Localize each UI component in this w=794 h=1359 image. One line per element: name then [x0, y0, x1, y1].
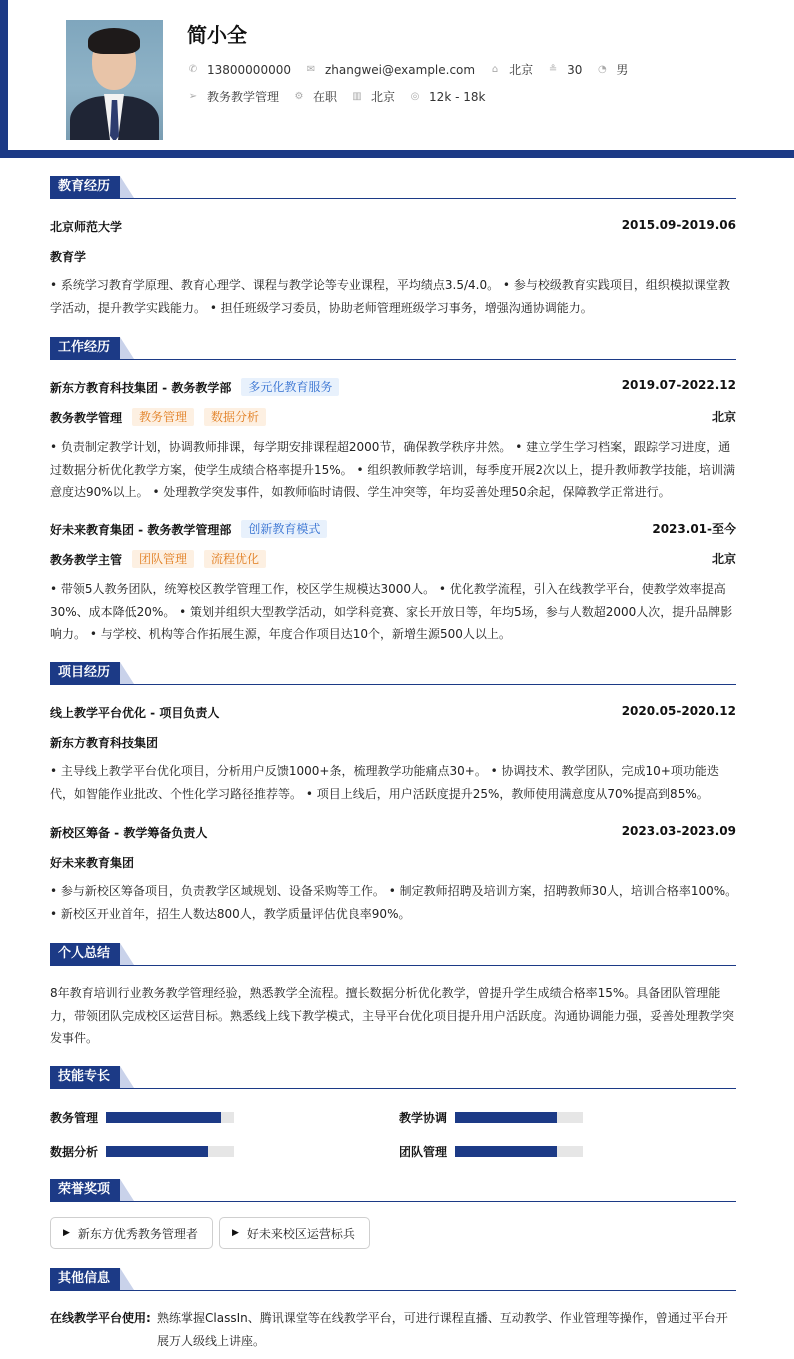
gender-text: 男	[616, 63, 629, 77]
skill-name: 教务管理	[50, 1111, 99, 1125]
work-description: • 带领5人教务团队，统筹校区教学管理工作，校区学生规模达3000人。 • 优化教学流程，引入在线教学平台，使教学效率提高30%、成本降低20%。 • 策划并组织大型教学活动，如学科竞赛、家长开放日等，年均5场，参与人数超2000人次，提升品牌影响力。 • 与学校、机构等合作拓展生源，年度合作项目达10个，新增生源500人以上。	[50, 582, 733, 641]
skill-name: 数据分析	[50, 1145, 99, 1159]
honor-badge	[219, 1217, 370, 1249]
honor-text: 新东方优秀教务管理者	[77, 1226, 198, 1241]
project-description	[50, 880, 738, 925]
skill-item	[50, 1109, 234, 1126]
project-date: 2023.03-2023.09	[621, 824, 736, 838]
summary-section-header	[50, 943, 736, 966]
city-text: 北京	[371, 90, 396, 104]
profile-photo	[66, 20, 163, 140]
skill-bar	[106, 1112, 234, 1123]
play-icon: ▶	[232, 1228, 239, 1238]
company-line	[50, 378, 339, 396]
title-line	[50, 408, 266, 426]
other-info-row	[50, 1307, 738, 1352]
phone-text: 13800000000	[207, 62, 291, 77]
other-info-label: 在线教学平台使用:	[50, 1311, 151, 1325]
section-title: 荣誉奖项	[50, 1179, 120, 1201]
skill-bar	[106, 1146, 234, 1157]
section-title: 教育经历	[50, 176, 120, 198]
resume-header	[0, 0, 794, 158]
project-name: 线上教学平台优化 - 项目负责人	[50, 706, 220, 720]
salary-text: 12k - 18k	[429, 89, 486, 104]
position-text: 教务教学管理	[207, 90, 280, 104]
skill-name: 教学协调	[399, 1111, 448, 1125]
email-text: zhangwei@example.com	[324, 62, 476, 77]
status-text: 在职	[313, 90, 338, 104]
job-intent-row	[187, 88, 499, 105]
skill-bar	[455, 1112, 583, 1123]
phone-icon: ✆	[188, 63, 198, 75]
age-icon: ≗	[548, 63, 558, 75]
skill-bar-fill	[106, 1112, 221, 1123]
honor-badge	[50, 1217, 213, 1249]
play-icon: ▶	[63, 1228, 70, 1238]
other-info-value: 熟练掌握ClassIn、腾讯课堂等在线教学平台，可进行课程直播、互动教学、作业管理等操作，曾通过平台开展万人级线上讲座。	[157, 1311, 728, 1348]
work-city: 北京	[711, 410, 736, 424]
company-tag: 多元化教育服务	[241, 378, 339, 396]
education-date: 2015.09-2019.06	[621, 218, 736, 232]
skill-tag: 流程优化	[204, 550, 266, 568]
section-title: 项目经历	[50, 662, 120, 684]
skills-section-header	[50, 1066, 736, 1089]
company-name: 新东方教育科技集团 - 教务教学部	[50, 380, 232, 395]
skill-item	[50, 1143, 234, 1160]
company-name: 好未来教育集团 - 教务教学管理部	[50, 522, 232, 537]
age-item	[547, 63, 582, 77]
honors-section-header	[50, 1179, 736, 1202]
project-date: 2020.05-2020.12	[621, 704, 736, 718]
skill-bar-fill	[106, 1146, 208, 1157]
other-section-header	[50, 1268, 736, 1291]
send-icon: ➢	[188, 90, 198, 102]
home-icon: ⌂	[491, 63, 499, 75]
location-text: 北京	[509, 63, 534, 77]
work-section-header	[50, 337, 736, 360]
projects-section-header	[50, 662, 736, 685]
skill-name: 团队管理	[399, 1145, 448, 1159]
location-item	[489, 61, 533, 78]
skill-tag: 数据分析	[204, 408, 266, 426]
gear-icon: ⚙	[294, 90, 304, 102]
position-item	[187, 88, 279, 105]
title-line	[50, 550, 266, 568]
age-text: 30	[567, 62, 583, 77]
school-name: 北京师范大学	[50, 220, 123, 234]
city-item	[351, 88, 395, 105]
salary-item	[409, 90, 485, 104]
phone-item	[187, 63, 291, 77]
project-org: 新东方教育科技集团	[50, 736, 159, 750]
work-date: 2023.01-至今	[652, 522, 736, 536]
work-description: • 负责制定教学计划，协调教师排课，每学期安排课程超2000节，确保教学秩序井然。 • 建立学生学习档案，跟踪学习进度，通过数据分析优化教学方案，使学生成绩合格率提升15%。 • 组织教师教学培训，每季度开展2次以上，提升教师教学技能，培训满意度达90%以上。 • 处理教学突发事件，如教师临时请假、学生冲突等，年均妥善处理50余起，保障教学正常进行。	[50, 440, 736, 499]
salary-icon: ◎	[410, 90, 420, 102]
skill-item	[399, 1109, 583, 1126]
skill-bar-fill	[455, 1146, 557, 1157]
contact-row	[187, 61, 642, 78]
section-title: 技能专长	[50, 1066, 120, 1088]
section-title: 工作经历	[50, 337, 120, 359]
gender-icon: ◔	[598, 63, 607, 75]
project-description: • 主导线上教学平台优化项目，分析用户反馈1000+条，梳理教学功能痛点30+。 • 协调技术、教学团队，完成10+项功能迭代，如智能作业批改、个性化学习路径推荐等。 • 项目上线后，用户活跃度提升25%，教师使用满意度从70%提高到85%。	[50, 764, 719, 801]
project-org: 好未来教育集团	[50, 856, 135, 870]
skill-item	[399, 1143, 583, 1160]
building-icon: ▥	[352, 90, 362, 102]
education-description: • 系统学习教育学原理、教育心理学、课程与教学论等专业课程，平均绩点3.5/4.0。 • 参与校级教育实践项目，组织模拟课堂教学活动，提升教学实践能力。 • 担任班级学习委员，协助老师管理班级学习事务，增强沟通协调能力。	[50, 278, 730, 315]
job-title: 教务教学主管	[50, 552, 123, 567]
skill-tag: 教务管理	[132, 408, 194, 426]
education-section-header	[50, 176, 736, 199]
section-title: 其他信息	[50, 1268, 120, 1290]
project-desc-line: • 新校区开业首年，招生人数达800人，教学质量评估优良率90%。	[50, 906, 411, 921]
company-tag: 创新教育模式	[241, 520, 327, 538]
mail-icon: ✉	[306, 63, 316, 75]
honor-text: 好未来校区运营标兵	[246, 1226, 355, 1241]
email-item	[305, 63, 475, 77]
job-title: 教务教学管理	[50, 410, 123, 425]
major-name: 教育学	[50, 250, 87, 264]
work-city: 北京	[711, 552, 736, 566]
skill-tag: 团队管理	[132, 550, 194, 568]
status-item	[293, 88, 337, 105]
project-desc-line: • 参与新校区筹备项目，负责教学区域规划、设备采购等工作。 • 制定教师招聘及培训方案，招聘教师30人，培训合格率100%。	[50, 884, 738, 898]
skill-bar-fill	[455, 1112, 557, 1123]
company-line	[50, 520, 327, 538]
summary-text: 8年教育培训行业教务教学管理经验，熟悉教学全流程。擅长数据分析优化教学，曾提升学生成绩合格率15%。具备团队管理能力，带领团队完成校区运营目标。熟悉线上线下教学模式，主导平台优化项目提升用户活跃度。沟通协调能力强，妥善处理教学突发事件。	[50, 986, 735, 1045]
work-date: 2019.07-2022.12	[621, 378, 736, 392]
section-title: 个人总结	[50, 943, 120, 965]
skill-bar	[455, 1146, 583, 1157]
profile-name: 简小全	[187, 23, 247, 47]
project-name: 新校区筹备 - 教学筹备负责人	[50, 826, 208, 840]
gender-item	[596, 61, 628, 78]
